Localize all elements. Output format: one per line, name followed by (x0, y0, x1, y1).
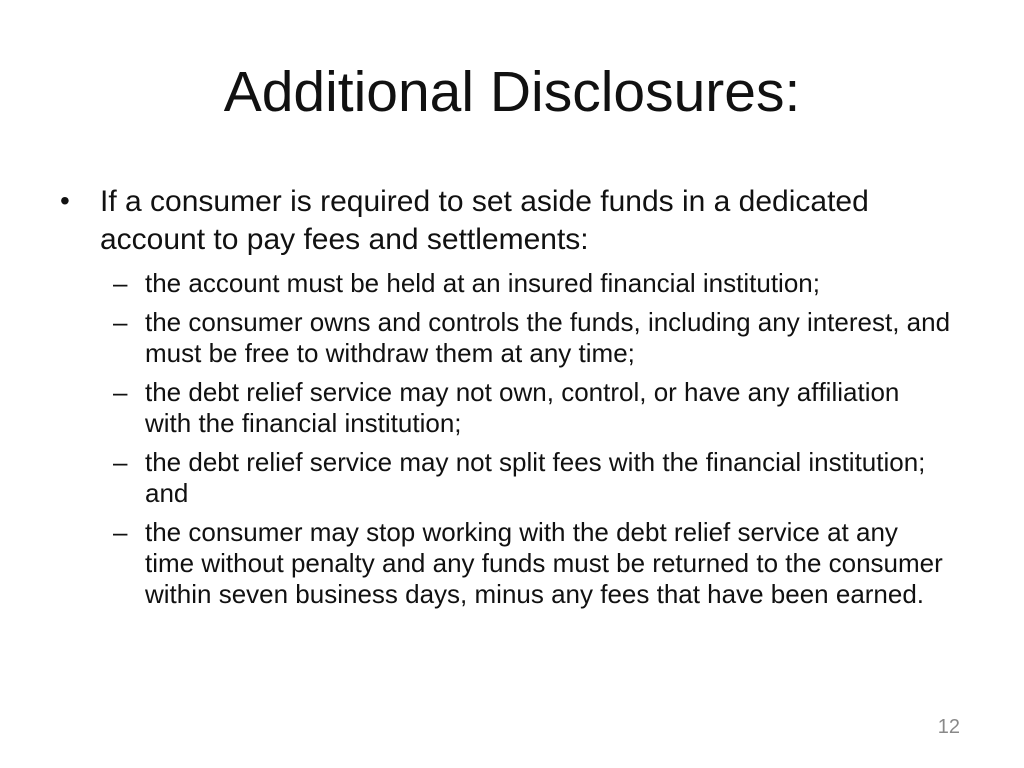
dash-marker: – (113, 268, 128, 298)
sub-bullet-text: the debt relief service may not split fees with the financial institution; and (145, 447, 926, 508)
slide-body (0, 183, 1024, 618)
sub-bullet-item (0, 447, 951, 509)
bullet-text: If a consumer is required to set aside funds in a dedicated account to pay fees and settlements: (100, 185, 869, 256)
sub-bullet-text: the consumer owns and controls the funds, including any interest, and must be free to withdraw them at any time; (145, 307, 951, 368)
dash-marker: – (113, 447, 128, 477)
bullet-item (0, 183, 900, 259)
dash-marker: – (113, 517, 128, 547)
dash-marker: – (113, 307, 128, 337)
sub-bullet-item (0, 517, 951, 610)
sub-bullet-item (0, 307, 951, 369)
sub-bullet-item (0, 268, 951, 299)
bullet-marker: • (60, 185, 70, 216)
sub-bullet-text: the account must be held at an insured financial institution; (145, 268, 820, 298)
dash-marker: – (113, 377, 128, 407)
sub-bullet-item (0, 377, 951, 439)
slide-title: Additional Disclosures: (223, 60, 801, 124)
sub-bullet-list (0, 268, 1024, 610)
page-number: 12 (937, 716, 960, 738)
sub-bullet-text: the debt relief service may not own, control, or have any affiliation with the financial institution; (145, 377, 900, 438)
sub-bullet-text: the consumer may stop working with the debt relief service at any time without penalty and any funds must be returned to the consumer within seven business days, minus any fees that have been earned. (145, 517, 943, 609)
